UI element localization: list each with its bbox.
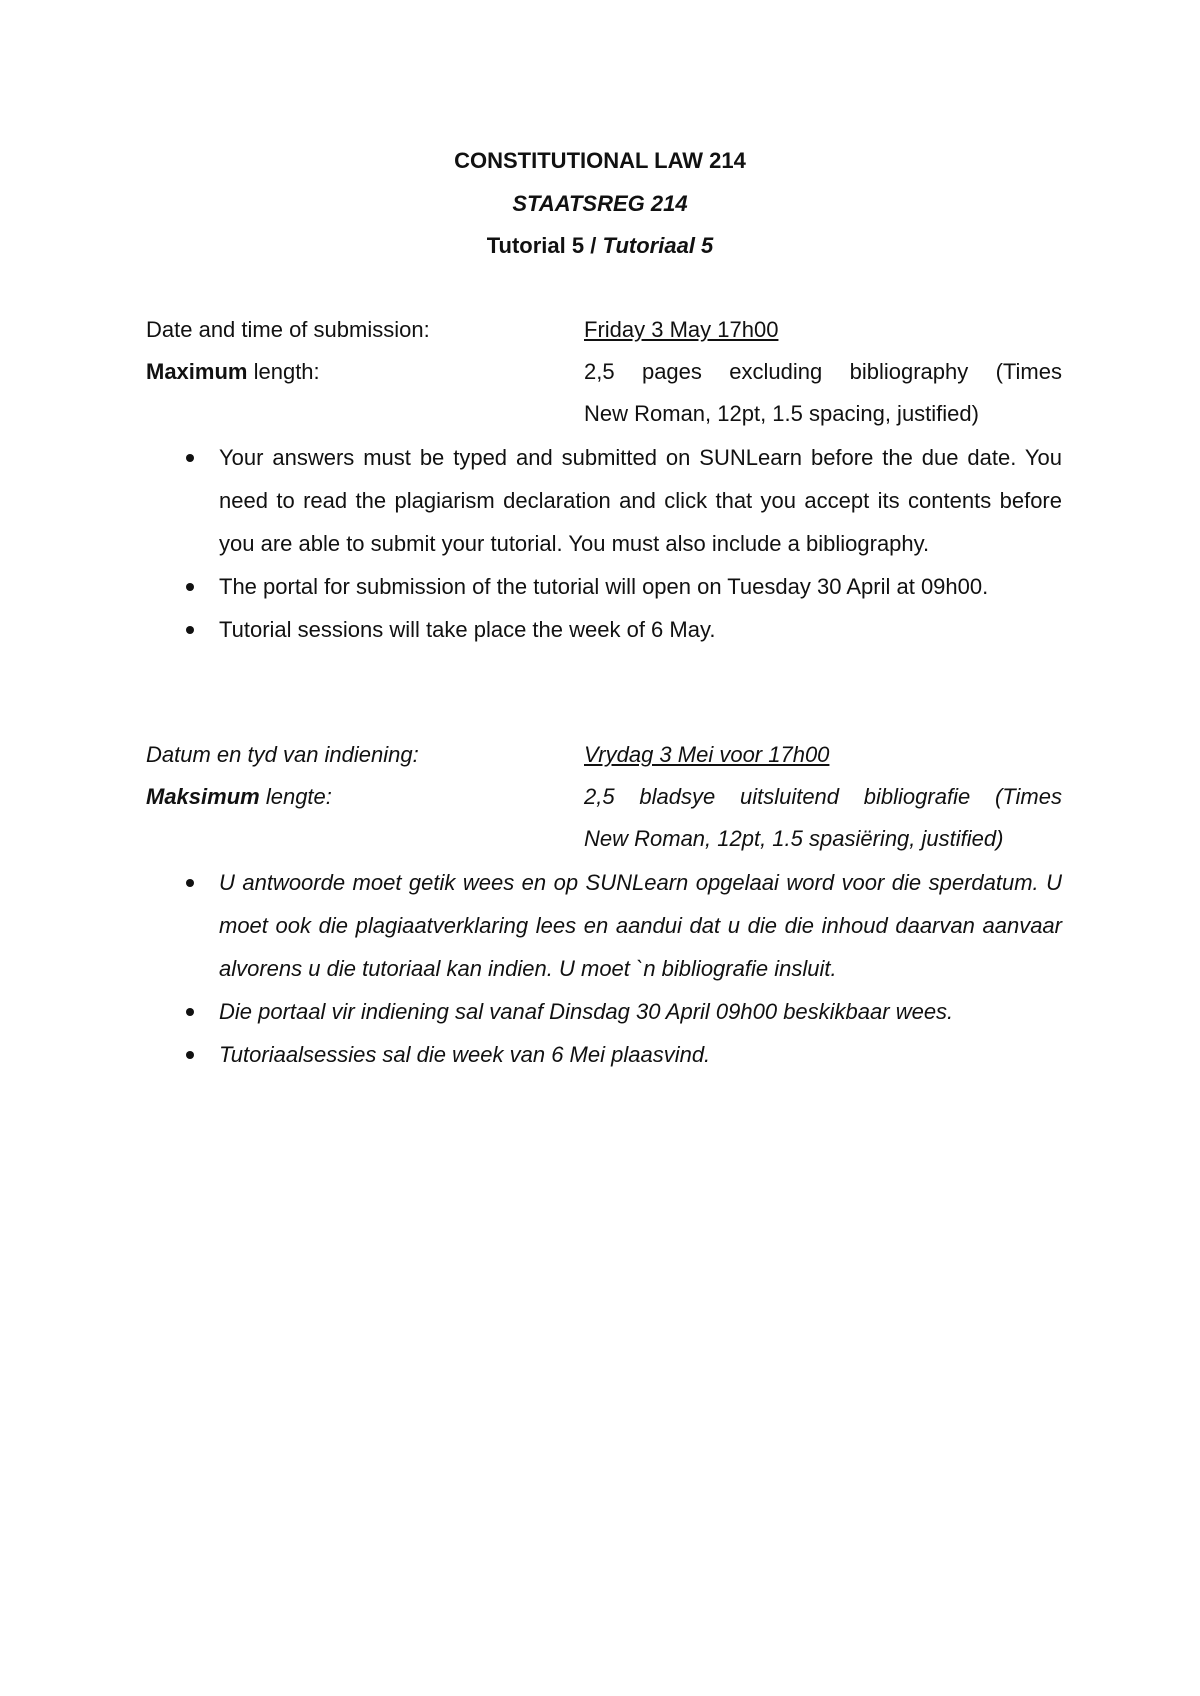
af-bullet-text: U antwoorde moet getik wees en op SUNLearn opgelaai word voor die sperdatum. U moet ook die plagiaatverklaring lees en aandui dat u die die inhoud daarvan aanvaar alvorens u die tutoriaal kan indien. U moet `n bibliografie insluit. — [219, 870, 1062, 981]
af-bullet-list — [146, 861, 1062, 1076]
list-item — [146, 861, 1062, 990]
en-length-label — [146, 357, 320, 387]
en-length-label-rest: length: — [247, 359, 320, 384]
en-date-value: Friday 3 May 17h00 — [584, 317, 779, 342]
af-length-label — [146, 782, 332, 812]
en-length-value-line2: New Roman, 12pt, 1.5 spacing, justified) — [584, 401, 979, 426]
document-subtitle: STAATSREG 214 — [512, 191, 688, 216]
list-item — [146, 1033, 1062, 1076]
list-item — [146, 436, 1062, 565]
bullet-icon — [186, 454, 194, 462]
en-length-value-line1: 2,5 pages excluding bibliography (Times — [584, 359, 1062, 384]
en-bullet-text: The portal for submission of the tutorial will open on Tuesday 30 April at 09h00. — [219, 574, 989, 599]
af-date-value: Vrydag 3 Mei voor 17h00 — [584, 742, 830, 767]
en-bullet-text: Tutorial sessions will take place the week of 6 May. — [219, 617, 716, 642]
af-length-label-rest: lengte: — [259, 784, 332, 809]
bullet-icon — [186, 1008, 194, 1016]
bullet-icon — [186, 1051, 194, 1059]
tutorial-heading-en: Tutorial 5 / — [486, 233, 597, 258]
tutorial-heading-af: Tutoriaal 5 — [602, 233, 714, 258]
af-length-value-line2: New Roman, 12pt, 1.5 spasiëring, justified) — [584, 826, 1004, 851]
bullet-icon — [186, 626, 194, 634]
af-length-value-line1: 2,5 bladsye uitsluitend bibliografie (Times — [584, 784, 1062, 809]
document-title: CONSTITUTIONAL LAW 214 — [454, 148, 746, 173]
af-date-label: Datum en tyd van indiening: — [146, 742, 419, 767]
list-item — [146, 565, 1062, 608]
af-length-label-bold: Maksimum — [146, 784, 260, 809]
en-bullet-text: Your answers must be typed and submitted on SUNLearn before the due date. You need to read the plagiarism declaration and click that you accept its contents before you are able to submit your tutorial. You must also include a bibliography. — [219, 445, 1062, 556]
en-bullet-list — [146, 436, 1062, 651]
en-date-label: Date and time of submission: — [146, 317, 430, 342]
list-item — [146, 990, 1062, 1033]
list-item — [146, 608, 1062, 651]
af-bullet-text: Tutoriaalsessies sal die week van 6 Mei plaasvind. — [219, 1042, 711, 1067]
en-length-label-bold: Maximum — [146, 359, 248, 384]
bullet-icon — [186, 583, 194, 591]
tutorial-heading — [0, 231, 1200, 261]
af-bullet-text: Die portaal vir indiening sal vanaf Dinsdag 30 April 09h00 beskikbaar wees. — [219, 999, 954, 1024]
bullet-icon — [186, 879, 194, 887]
